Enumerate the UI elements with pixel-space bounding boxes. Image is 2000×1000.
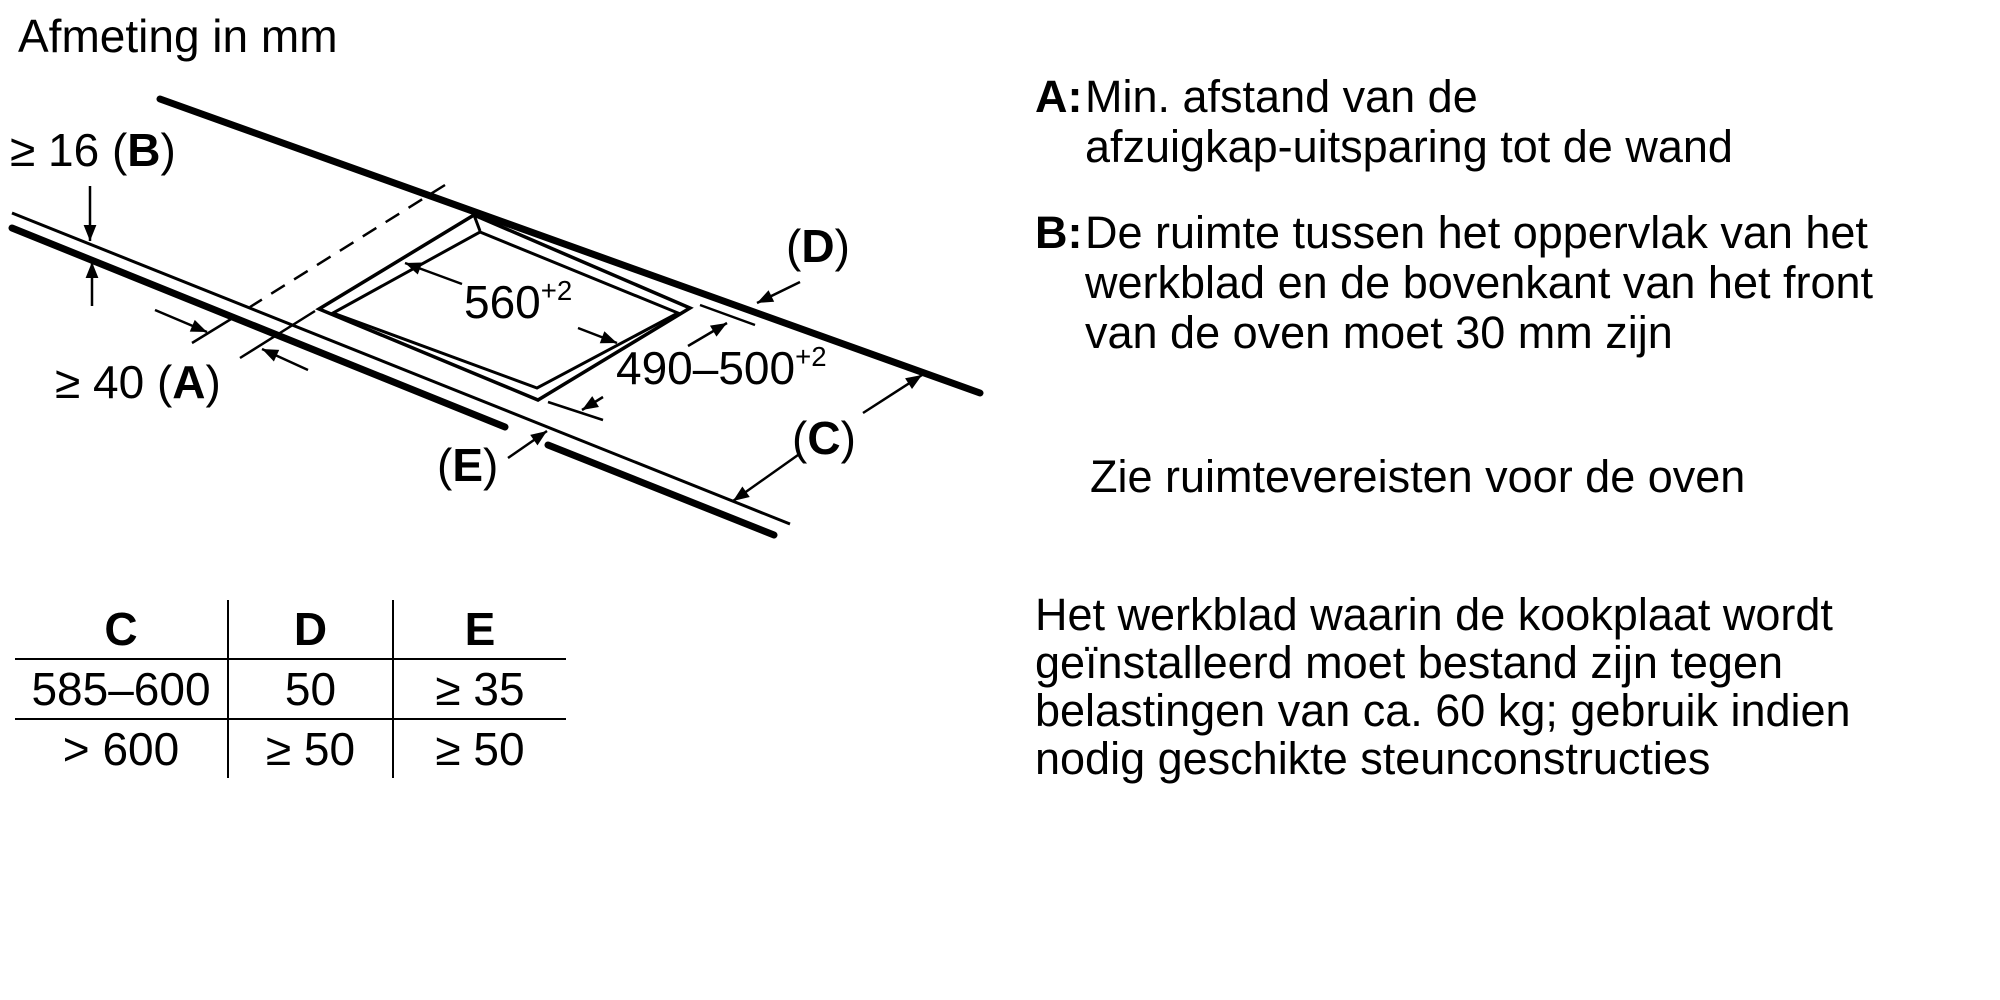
- note-a-label: A:: [1035, 71, 1083, 122]
- table-cell-e2: ≥ 50: [435, 723, 525, 775]
- dimensions-table: [15, 600, 566, 778]
- dim-depth-label: [616, 341, 827, 394]
- label-e: [437, 441, 498, 489]
- label-c-key: C: [807, 412, 841, 464]
- dim-width-label: [464, 275, 573, 328]
- page-title: Afmeting in mm: [18, 10, 338, 62]
- wall-back-edge-line: [160, 99, 980, 393]
- label-d-key: D: [801, 220, 835, 272]
- dim-a-key: A: [172, 356, 206, 408]
- label-d-pointer-arrow: [757, 282, 800, 303]
- dim-b-key: B: [127, 124, 161, 176]
- wall-extension-line: [192, 316, 236, 343]
- label-d-post: ): [834, 220, 850, 272]
- note-b-line1: De ruimte tussen het oppervlak van het: [1085, 207, 1868, 258]
- table-header-c: C: [15, 600, 228, 659]
- dim-560-arrow-right: [578, 328, 617, 343]
- dim-b-label: [10, 126, 176, 174]
- label-e-pointer-arrow: [508, 431, 547, 458]
- table-header-row: [15, 600, 566, 659]
- label-e-pre: (: [437, 439, 453, 491]
- dim-depth-value: 490–500: [616, 342, 796, 394]
- table-header-d: D: [228, 600, 393, 659]
- dim-a-arrow-left: [155, 310, 207, 332]
- dim-a-arrow-right: [262, 349, 308, 370]
- label-d: [786, 222, 850, 270]
- dim-a-post: ): [205, 356, 221, 408]
- note-a-line1: Min. afstand van de: [1085, 71, 1478, 122]
- dim-width-value: 560: [464, 276, 541, 328]
- dim-a-label: [55, 358, 221, 406]
- table-row: [15, 659, 566, 719]
- cutout-corner-edge: [474, 215, 480, 231]
- label-c-pre: (: [792, 412, 808, 464]
- table-cell-c1: 585–600: [15, 659, 228, 719]
- label-e-post: ): [483, 439, 499, 491]
- label-e-key: E: [452, 439, 484, 491]
- paragraph-line2: geïnstalleerd moet bestand zijn tegen: [1035, 637, 1783, 688]
- dim-width-tolerance: +2: [540, 275, 573, 307]
- note-b-line2: werkblad en de bovenkant van het front: [1085, 257, 1874, 308]
- note-b-line3: van de oven moet 30 mm zijn: [1085, 307, 1673, 358]
- wall-hidden-dashed-line: [250, 185, 445, 307]
- label-c-arrow-to-front: [733, 455, 798, 501]
- table-cell-d1: 50: [228, 659, 393, 719]
- table-cell-e1: ≥ 35: [393, 659, 566, 719]
- dim-560-arrow-left: [405, 263, 462, 284]
- table-row: [15, 719, 566, 778]
- table-cell-d2: ≥ 50: [228, 719, 393, 778]
- extension-line-left-corner: [240, 311, 315, 358]
- extension-line-right-corner: [700, 305, 755, 325]
- dim-a-pre: ≥ 40 (: [55, 356, 173, 408]
- label-c-arrow-to-wall: [863, 375, 922, 413]
- paragraph-line3: belastingen van ca. 60 kg; gebruik indien: [1035, 685, 1851, 736]
- dim-490-arrow-down: [582, 397, 603, 410]
- worktop-front-bottom-edge-right: [548, 445, 774, 535]
- note-a-line2: afzuigkap-uitsparing tot de wand: [1085, 121, 1733, 172]
- paragraph-line1: Het werkblad waarin de kookplaat wordt: [1035, 589, 1833, 640]
- extension-line-bottom-corner: [548, 402, 603, 420]
- label-d-pre: (: [786, 220, 802, 272]
- dim-depth-tolerance: +2: [795, 341, 827, 373]
- table-cell-c2: > 600: [15, 719, 228, 778]
- table-header-e: E: [393, 600, 566, 659]
- label-c: [792, 414, 856, 462]
- paragraph-line4: nodig geschikte steunconstructies: [1035, 733, 1711, 784]
- note-b-label: B:: [1035, 207, 1083, 258]
- dim-b-post: ): [160, 124, 176, 176]
- label-c-post: ): [840, 412, 856, 464]
- dim-b-pre: ≥ 16 (: [10, 124, 128, 176]
- note-see-oven: Zie ruimtevereisten voor de oven: [1090, 451, 1746, 502]
